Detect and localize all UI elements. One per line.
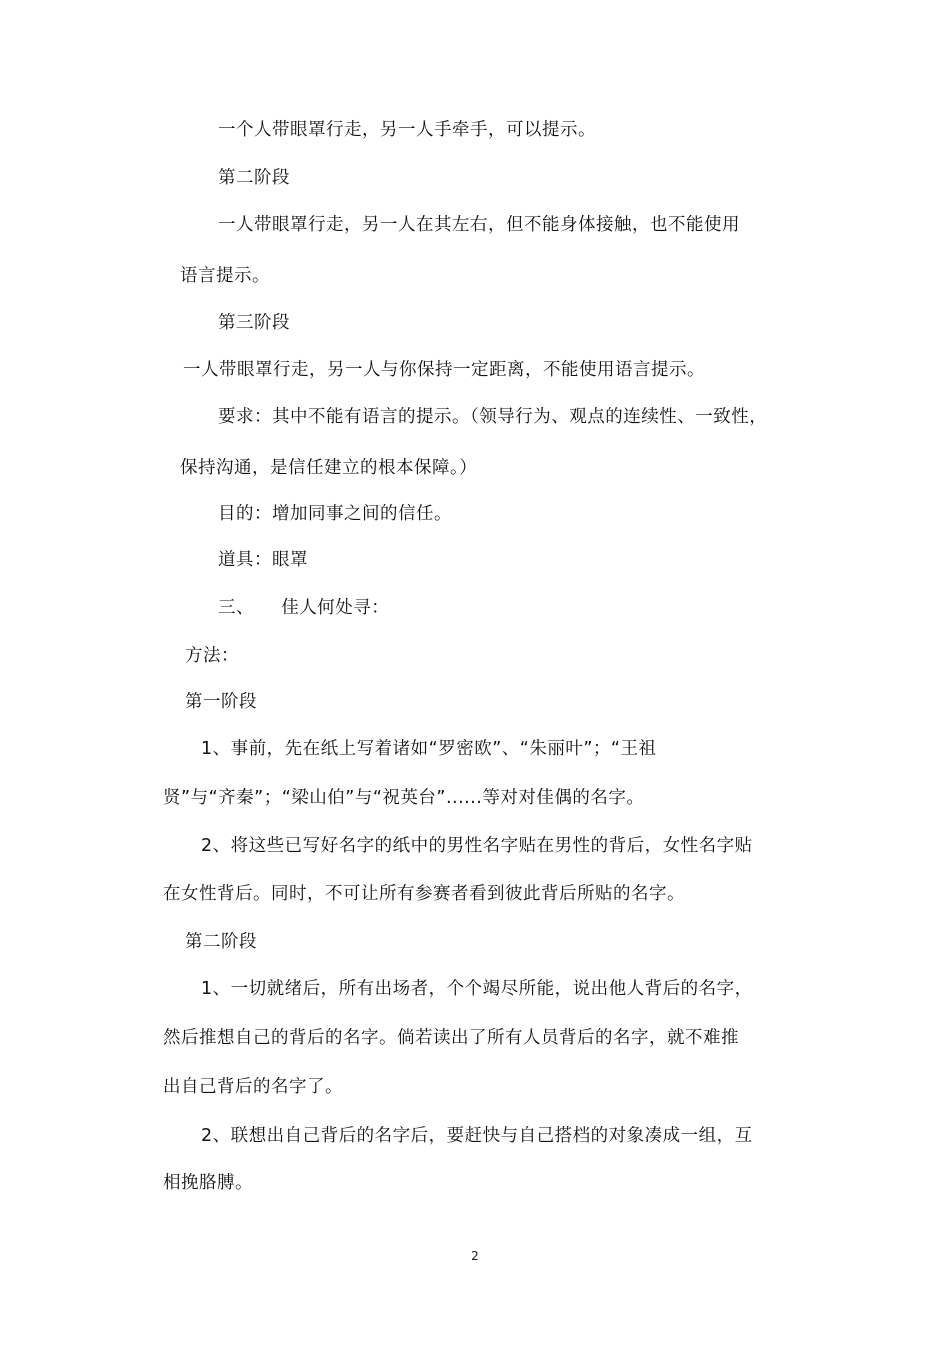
section-heading: 第二阶段: [218, 168, 290, 188]
paragraph-line: 目的：增加同事之间的信任。: [218, 504, 452, 524]
paragraph-line: 一人带眼罩行走，另一人与你保持一定距离，不能使用语言提示。: [183, 360, 705, 380]
paragraph-line: 一人带眼罩行走，另一人在其左右，但不能身体接触，也不能使用: [218, 215, 740, 235]
paragraph-line: 保持沟通，是信任建立的根本保障。）: [180, 458, 478, 478]
paragraph-line: 贤”与“齐秦”；“梁山伯”与“祝英台”......等对对佳偶的名字。: [163, 788, 645, 808]
section-heading: 第三阶段: [218, 313, 290, 333]
paragraph-line: 一个人带眼罩行走，另一人手牵手，可以提示。: [218, 120, 596, 140]
paragraph-line: 然后推想自己的背后的名字。倘若读出了所有人员背后的名字，就不难推: [163, 1028, 739, 1048]
section-heading: 三、 佳人何处寻：: [218, 598, 390, 618]
paragraph-line: 要求：其中不能有语言的提示。（领导行为、观点的连续性、一致性，: [218, 407, 768, 427]
paragraph-line: 1、事前，先在纸上写着诸如“罗密欧”、“朱丽叶”；“王祖: [201, 739, 657, 759]
paragraph-line: 出自己背后的名字了。: [163, 1077, 343, 1097]
paragraph-line: 1、一切就绪后，所有出场者，个个竭尽所能，说出他人背后的名字，: [201, 979, 753, 999]
paragraph-line: 2、联想出自己背后的名字后，要赶快与自己搭档的对象凑成一组，互: [201, 1126, 753, 1146]
page-number: 2: [471, 1249, 479, 1263]
paragraph-line: 道具：眼罩: [218, 550, 308, 570]
section-heading: 第二阶段: [185, 932, 257, 952]
paragraph-line: 在女性背后。同时，不可让所有参赛者看到彼此背后所贴的名字。: [163, 884, 685, 904]
paragraph-line: 相挽胳膊。: [163, 1173, 253, 1193]
section-heading: 第一阶段: [185, 692, 257, 712]
paragraph-line: 语言提示。: [180, 266, 270, 286]
paragraph-line: 2、将这些已写好名字的纸中的男性名字贴在男性的背后，女性名字贴: [201, 836, 753, 856]
paragraph-line: 方法：: [185, 646, 239, 666]
